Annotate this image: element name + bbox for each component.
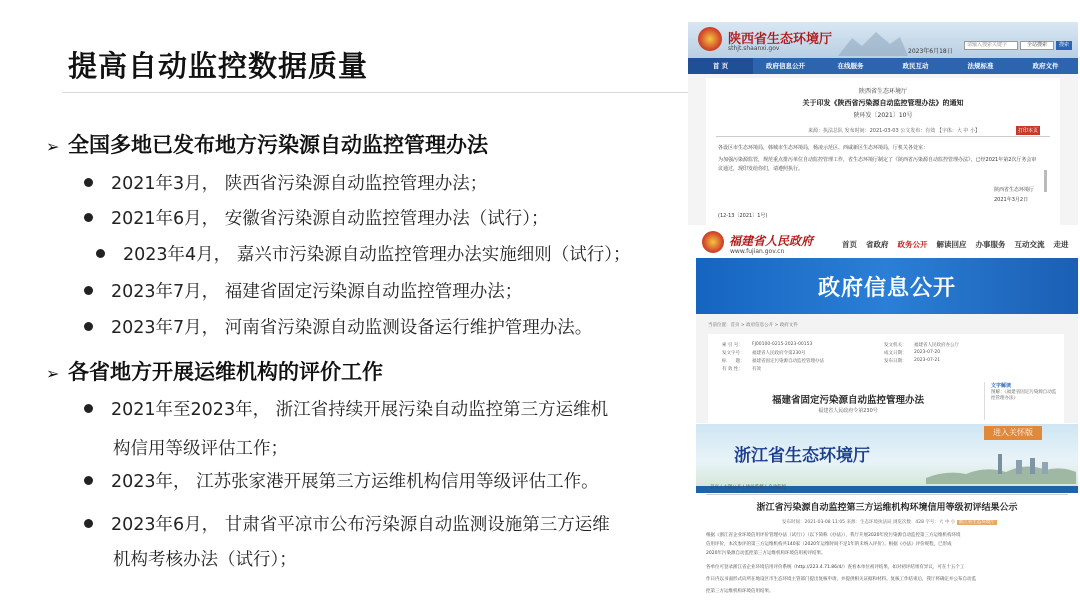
nav-item[interactable]: 政民互动 (902, 62, 929, 70)
document-paragraph: 各设区市生态环境局，韩城市生态环境局，杨凌示范区、西咸新区生态环境局，厅机关各处室： (718, 145, 929, 151)
search-scope-select[interactable]: 全站搜索 (1020, 41, 1054, 50)
nav-item[interactable]: 政府文件 (1032, 62, 1059, 70)
main-nav (842, 239, 1069, 250)
meta-text: 发布时间：2021-03-08 11:05 来源：生态环境执法局 浏览次数：428 (782, 520, 924, 525)
footer-number: (12-13〔2021〕1号) (718, 213, 768, 219)
nav-item[interactable]: 在线服务 (837, 62, 864, 70)
list-item-text: 2021年6月， 安徽省污染源自动监控管理办法（试行）； (111, 209, 549, 229)
list-item (96, 238, 630, 272)
meta-label: 发文字号： (722, 351, 745, 356)
meta-label: 发布日期： (884, 359, 907, 364)
meta-value: 有效 (752, 367, 761, 372)
list-item (84, 393, 608, 427)
meta-label: 发文机关： (884, 343, 907, 348)
list-item-text: 2021年至2023年， 浙江省持续开展污染自动监控第三方运维机 (111, 400, 609, 420)
bullet-dot-icon (84, 178, 93, 187)
bullet-dot-icon (84, 404, 93, 413)
nav-item-home[interactable]: 首 页 (688, 58, 753, 74)
fujian-screenshot (696, 228, 1078, 423)
source-badge: 浙江省生态环境厅 (958, 520, 995, 525)
sidebar-link[interactable]: 图解：《福建省固定污染源自动监控管理办法》 (991, 390, 1057, 401)
bullet-dot-icon (96, 249, 105, 258)
list-item (84, 465, 599, 499)
list-item-text: 2023年7月， 河南省污染源自动监测设备运行维护管理办法。 (111, 318, 593, 338)
section-heading-1 (46, 129, 488, 159)
article-card (708, 334, 1064, 423)
article-area (688, 74, 1078, 225)
site-name: 浙江省生态环境厅 (734, 446, 870, 466)
document-paragraph: 各单位可登录浙江省企业环境信用评价系统（http://223.4.71.86/4/）查看本单位初评结果，如对初评结果有异议，可在十五个工 (706, 565, 965, 570)
document-paragraph: 信用评价，本次参评的第三方运维机构共140家（2020年运维时间不足1年的未纳入评价）。根据《办法》评价规程，已形成 (706, 542, 952, 547)
document-title: 关于印发《陕西省污染源自动监控管理办法》的通知 (802, 99, 964, 107)
divider (706, 494, 1068, 495)
site-header (696, 424, 1078, 486)
site-header (696, 228, 1078, 258)
nav-item[interactable]: 政府信息公开 (766, 62, 805, 70)
page-banner (696, 258, 1078, 314)
care-mode-button[interactable]: 进入关怀版 (984, 426, 1042, 440)
zhejiang-screenshot (696, 424, 1078, 608)
nav-item[interactable]: 解读回应 (936, 240, 967, 249)
arrow-bullet-icon: ➢ (46, 137, 60, 156)
document-org: 陕西省生态环境厅 (858, 88, 907, 95)
slide-title: 提高自动监控数据质量 (68, 49, 369, 83)
nav-item[interactable]: 办事服务 (975, 240, 1006, 249)
meta-value: 福建省人民政府办公厅 (914, 343, 959, 348)
nav-item[interactable]: 走进 (1053, 240, 1069, 249)
meta-label: 有 效 性： (722, 367, 743, 372)
document-paragraph: 作日内以书面形式向所在地设区市生态环境主管部门提出复核申请，并提供相关证据和材料。复核工作结束后，我厅将确定并公布自动监 (706, 577, 976, 582)
scrollbar[interactable] (1044, 170, 1047, 192)
bullet-dot-icon (84, 519, 93, 528)
list-item-text: 2023年6月， 甘肃省平凉市公布污染源自动监测设施第三方运维 (111, 515, 610, 535)
nav-item[interactable]: 省政府 (866, 240, 889, 249)
breadcrumb[interactable]: 当前位置：首页 > 政府信息公开 > 政府文件 (708, 323, 798, 328)
meta-value: 福建省固定污染源自动监控管理办法 (752, 359, 824, 364)
signature-org: 陕西省生态环境厅 (994, 187, 1035, 193)
national-emblem-icon (702, 231, 724, 253)
main-nav (688, 58, 1078, 74)
site-url: sthjt.shaanxi.gov (728, 45, 780, 52)
bullet-dot-icon (84, 476, 93, 485)
list-item-continuation: 机构考核办法（试行）； (113, 550, 297, 570)
document-paragraph: 为加强污染源监管，规范重点排污单位自动监控管理工作，省生态环境厅制定了《陕西省污染源自动监控管理办法》，已经2021年第2次厅务会审 (718, 157, 1037, 163)
document-paragraph: 控第三方运维机构环境信用结果。 (706, 589, 774, 594)
bullet-dot-icon (84, 213, 93, 222)
document-meta: 来源：执法总队 发布时间：2021-03-03 公文发布：有效 【字体：大 中 小】 (808, 128, 981, 134)
document-paragraph: 根据《浙江省企业环境信用评价管理办法（试行）》（以下简称《办法》），我厅开展2020年度污染源自动监控第三方运维机构环境 (706, 533, 961, 538)
article-area (696, 314, 1078, 423)
site-url: www.fujian.gov.cn (730, 248, 785, 255)
divider (716, 136, 1050, 137)
bullet-dot-icon (84, 322, 93, 331)
document-number: 陕环发〔2021〕10号 (853, 112, 913, 119)
section-heading-2 (46, 356, 383, 386)
article-document (706, 78, 1060, 225)
title-divider (62, 92, 690, 93)
site-name: 陕西省生态环境厅 (728, 32, 833, 47)
banner-title: 政府信息公开 (817, 276, 956, 301)
meta-value: 2023-07-21 (914, 358, 941, 363)
meta-value: 福建省人民政府令第230号 (752, 351, 806, 356)
national-emblem-icon (698, 27, 722, 51)
print-button[interactable]: 打印本页 (1018, 128, 1039, 134)
meta-label: 索 引 号： (722, 343, 743, 348)
list-item-text: 2021年3月， 陕西省污染源自动监控管理办法； (111, 174, 488, 194)
breadcrumb[interactable]: 首页 | 主题公开 | 执法监督 | 自动监控 (710, 485, 787, 490)
city-skyline-icon (926, 448, 1076, 484)
list-item (84, 202, 548, 236)
nav-item[interactable]: 互动交流 (1014, 240, 1045, 249)
meta-label: 成文日期： (884, 351, 907, 356)
bullet-dot-icon (84, 286, 93, 295)
meta-value: FJ00100-0215-2023-00153 (752, 342, 813, 347)
meta-value: 2023-07-20 (914, 350, 941, 355)
list-item-text: 2023年4月， 嘉兴市污染源自动监控管理办法实施细则（试行）； (123, 245, 631, 265)
document-title: 福建省固定污染源自动监控管理办法 (771, 395, 924, 406)
search-button[interactable]: 搜索 (1056, 41, 1072, 50)
list-item-text: 2023年， 江苏张家港开展第三方运维机构信用等级评估工作。 (111, 472, 599, 492)
list-item-text: 2023年7月， 福建省固定污染源自动监控管理办法； (111, 282, 523, 302)
document-title: 浙江省污染源自动监控第三方运维机构环境信用等级初评结果公示 (756, 503, 1018, 513)
document-paragraph: 议通过，现印发给你们，请遵照执行。 (718, 166, 804, 172)
current-date: 2023年6月18日 (908, 48, 953, 55)
signature-date: 2021年3月2日 (994, 197, 1029, 203)
search-input[interactable]: 请输入搜索关键字 (964, 41, 1018, 50)
document-paragraph: 2020年污染源自动监控第三方运维机构环境信用初评结果。 (706, 551, 826, 556)
document-meta (782, 519, 997, 525)
arrow-bullet-icon: ➢ (46, 364, 60, 383)
sidebar-heading: 文字解读 (991, 383, 1012, 389)
related-sidebar (984, 382, 1060, 420)
nav-item-active[interactable]: 政务公开 (897, 240, 928, 249)
shaanxi-screenshot (688, 22, 1078, 225)
meta-label: 标 题： (722, 359, 745, 364)
list-item (84, 311, 592, 345)
mountain-decoration-icon (838, 28, 908, 56)
list-item (84, 275, 522, 309)
nav-item[interactable]: 法规标准 (967, 62, 994, 70)
nav-item[interactable]: 首页 (842, 240, 857, 249)
site-name: 福建省人民政府 (729, 234, 814, 248)
site-header (688, 22, 1078, 58)
list-item (84, 167, 487, 201)
font-size-switch[interactable]: 字号：大 中 小 (925, 520, 956, 525)
list-item-continuation: 构信用等级评估工作； (113, 439, 288, 459)
section-heading-text: 各省地方开展运维机构的评价工作 (68, 360, 383, 384)
section-heading-text: 全国多地已发布地方污染源自动监控管理办法 (68, 133, 488, 157)
list-item (84, 508, 610, 542)
document-number: 福建省人民政府令第230号 (818, 408, 878, 414)
